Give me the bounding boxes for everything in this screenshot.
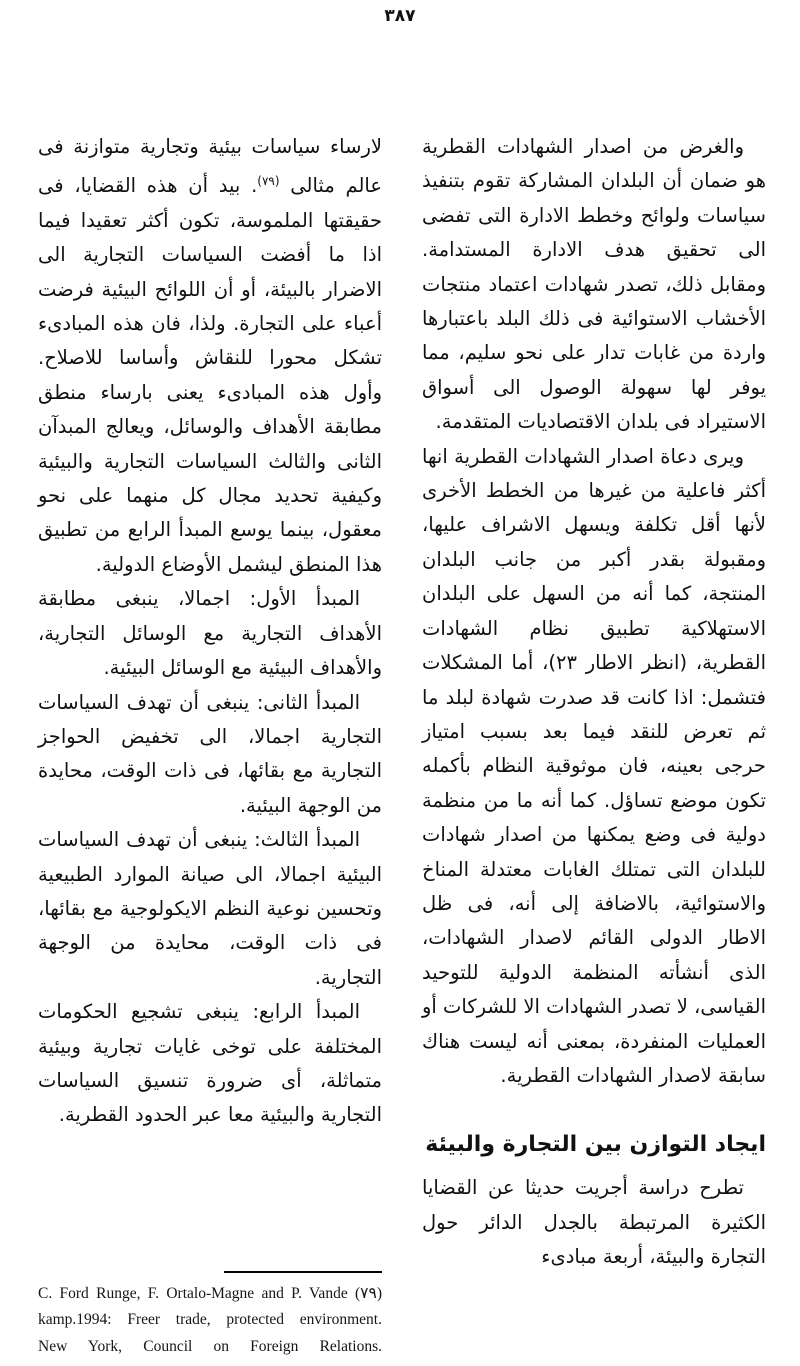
paragraph-certification-purpose: والغرض من اصدار الشهادات القطرية هو ضمان أن البلدان المشاركة تقوم بتنفيذ سياسات ولوائح وخطط الادارة التى تفضى الى تحقيق هدف الادارة المستدامة. ومقابل ذلك، تصدر شهادات اعتماد منتجات الأخشاب الاستوائية فى ذلك البلد باعتبارها واردة من غابات تدار على نحو سليم، مما يوفر لها سهولة الوصول الى أسواق الاستيراد فى بلدان الاقتصاديات المتقدمة. — [422, 135, 766, 434]
paragraph-principle-4: المبدأ الرابع: ينبغى تشجيع الحكومات المختلفة على توخى غايات تجارية وبيئية متماثلة، أى ضرورة تنسيق السياسات التجارية والبيئية معا عبر الحدود القطرية. — [38, 1000, 382, 1127]
continuation-text-before-footnote-marker: لارساء سياسات بيئية وتجارية متوازنة فى عالم مثالى — [38, 135, 383, 198]
footnote-line: C. Ford Runge, F. Ortalo-Magne and P. Vande (٧٩) — [38, 1284, 382, 1302]
section-heading-trade-environment-balance: ايجاد التوازن بين التجارة والبيئة — [425, 1132, 766, 1158]
page-number: ٣٨٧ — [384, 6, 416, 26]
footnote-separator-rule — [224, 1271, 382, 1273]
paragraph-principle-1: المبدأ الأول: اجمالا، ينبغى مطابقة الأهداف التجارية مع الوسائل التجارية، والأهداف البيئية مع الوسائل البيئية. — [38, 587, 382, 680]
paragraph-principles-overview — [38, 130, 382, 582]
paragraph-study-intro: تطرح دراسة أجريت حديثا عن القضايا الكثيرة المرتبطة بالجدل الدائر حول التجارة والبيئة، أربعة مبادىء — [422, 1176, 766, 1269]
continuation-text-after-footnote-marker: . بيد أن هذه القضايا، فى حقيقتها الملموسة، تكون أكثر تعقيدا فيما اذا ما أفضت السياسات التجارية الى الاضرار بالبيئة، أو أن اللوائح البيئية فرضت أعباء على التجارة. ولذا، فان هذه المبادىء تشكل محورا للنقاش وأساسا للاصلاح. وأول هذه المبادىء يعنى بارساء منطق مطابقة الأهداف والوسائل، ويعالج المبدآن الثانى والثالث السياسات التجارية والبيئية وكيفية تحديد مجال كل منهما على نحو معقول، بينما يوسع المبدأ الرابع من تطبيق هذا المنطق ليشمل الأوضاع الدولية. — [38, 174, 382, 576]
footnote-block — [38, 1271, 382, 1361]
footnote-line: New York, Council on Foreign Relations. — [38, 1337, 382, 1355]
right-column — [422, 130, 766, 1366]
paragraph-certification-pros-cons: ويرى دعاة اصدار الشهادات القطرية انها أكثر فاعلية من غيرها من الخطط الأخرى لأنها أقل تكلفة ويسهل الاشراف عليها، ومقبولة بقدر أكبر من جانب البلدان المنتجة، كما أنه من السهل على البلدان الاستهلاكية تطبيق نظام الشهادات القطرية، (انظر الاطار ٢٣)، أما المشكلات فتشمل: اذا كانت قد صدرت شهادة لبلد ما ثم تعرض للنقد فيما بعد بسبب امتياز حرجى بعينه، فان موثوقية النظام بأكمله تكون موضع تساؤل. كما أنه ما من منظمة دولية فى وضع يمكنها من اصدار شهادات للبلدان التى تمتلك الغابات معتدلة المناخ والاستوائية، بالاضافة إلى أنه، فى ظل الاطار الدولى القائم لاصدار الشهادات، الذى أنشأته المنظمة الدولية للتوحيد القياسى، لا تصدر الشهادات الا للشركات أو العمليات المنفردة، بمعنى أنه ليست هناك سابقة لاصدار الشهادات القطرية. — [422, 444, 766, 1087]
paragraph-principle-3: المبدأ الثالث: ينبغى أن تهدف السياسات البيئية اجمالا، الى صيانة الموارد الطبيعية وتحسين نوعية النظم الايكولوجية مع بقائها، فى ذات الوقت، محايدة من الوجهة التجارية. — [38, 828, 382, 989]
left-column — [38, 130, 382, 1366]
footnote-reference-marker: (٧٩) — [257, 174, 280, 189]
paragraph-principle-2: المبدأ الثانى: ينبغى أن تهدف السياسات التجارية اجمالا، الى تخفيض الحواجز التجارية مع بقائها، فى ذات الوقت، محايدة من الوجهة البيئية. — [38, 690, 382, 817]
footnote-citation — [38, 1281, 382, 1361]
footnote-line: kamp.1994: Freer trade, protected environment. — [38, 1311, 382, 1328]
text-columns — [38, 130, 766, 1366]
